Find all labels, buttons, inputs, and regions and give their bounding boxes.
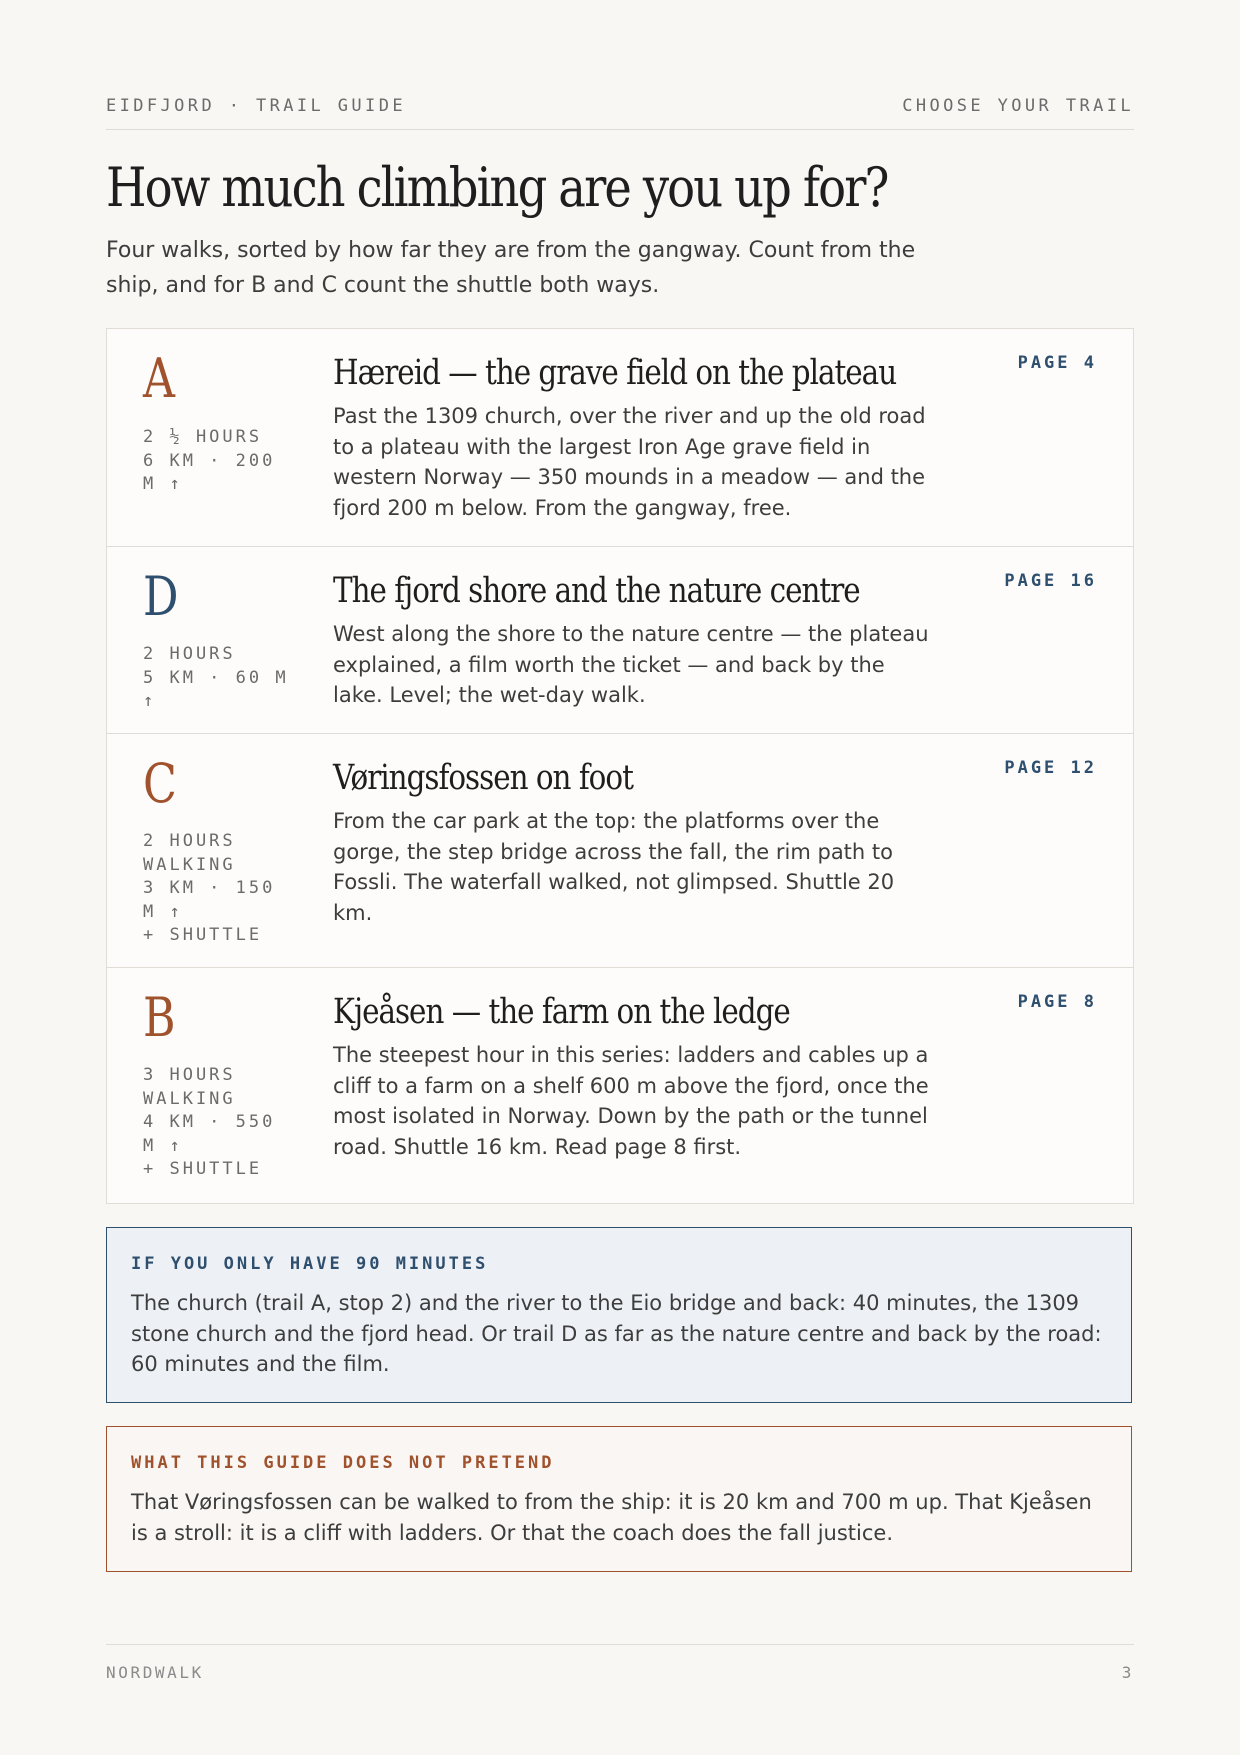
trail-row-b[interactable] [107,967,1133,1204]
trail-meta-line: ↑ [143,691,157,711]
footer-rule [106,1644,1134,1645]
trail-meta-line: 2 ½ HOURS [143,427,263,447]
callout-short-time [106,1227,1132,1403]
header-rule [106,129,1134,130]
running-header [106,96,1134,116]
footer-brand: NORDWALK [106,1663,204,1682]
trail-meta [143,426,303,497]
callout-body: That Vøringsfossen can be walked to from the ship: it is 20 km and 700 m up. That Kjeåsen is a stroll: it is a cliff with ladders. Or that the coach does the fall justice. [131,1490,1092,1545]
trail-meta [143,643,303,714]
trail-meta-line: M ↑ [143,901,183,922]
trail-meta-line: M ↑ [143,474,183,494]
trail-meta-line: 3 HOURS [143,1065,236,1085]
trail-title: Vøringsfossen on foot [333,758,633,798]
trail-page-link[interactable]: PAGE 8 [1017,992,1097,1012]
running-header-left: EIDFJORD · TRAIL GUIDE [106,96,406,116]
trail-row-a[interactable] [107,329,1133,546]
callout-heading: IF YOU ONLY HAVE 90 MINUTES [131,1254,489,1274]
trail-meta-line: 5 KM · 60 M [143,667,289,688]
callout-body: The church (trail A, stop 2) and the river to the Eio bridge and back: 40 minutes, the 1309 stone church and the fjord head. Or trail D as far as the nature centre and back by the road: 60 minutes and the film. [131,1291,1102,1376]
trail-page-link[interactable]: PAGE 16 [1004,571,1097,591]
trail-meta-line: 2 HOURS [143,831,236,851]
footer [106,1663,1134,1682]
trail-description: West along the shore to the nature centre — the plateau explained, a film worth the ticket — and back by the lake. Level; the wet-day walk. [333,622,929,707]
trail-title: Kjeåsen — the farm on the ledge [333,992,790,1032]
trail-description: Past the 1309 church, over the river and up the old road to a plateau with the largest Iron Age grave field in western Norway — 350 mounds in a meadow — and the fjord 200 m below. From the gangway, free. [333,404,926,520]
trail-meta-line: WALKING [143,854,236,875]
trail-meta-line: M ↑ [143,1135,183,1156]
trail-meta-line: 3 KM · 150 [143,878,276,898]
callout-honesty [106,1426,1132,1572]
trail-meta-line: 4 KM · 550 [143,1112,276,1132]
trail-list [106,328,1134,1204]
trail-row-d[interactable] [107,546,1133,734]
page-number: 3 [1121,1663,1134,1682]
trail-letter: B [143,986,176,1049]
callout-heading: WHAT THIS GUIDE DOES NOT PRETEND [131,1453,555,1473]
trail-meta-line: 6 KM · 200 [143,450,276,471]
trail-title: The fjord shore and the nature centre [333,571,860,611]
trail-meta-line: WALKING [143,1088,236,1109]
running-header-right: CHOOSE YOUR TRAIL [902,96,1134,116]
intro-paragraph: Four walks, sorted by how far they are from the gangway. Count from the ship, and for B and C count the shuttle both ways. [106,238,916,298]
trail-title: Hæreid — the grave field on the plateau [333,353,897,393]
trail-letter: A [143,347,175,410]
trail-description: From the car park at the top: the platforms over the gorge, the step bridge across the fall, the rim path to Fossli. The waterfall walked, not glimpsed. Shuttle 20 km. [333,809,895,925]
trail-description: The steepest hour in this series: ladders and cables up a cliff to a farm on a shelf 600 m above the fjord, once the most isolated in Norway. Down by the path or the tunnel road. Shuttle 16 km. Read page 8 first. [333,1043,929,1159]
trail-letter: C [143,752,177,815]
trail-letter: D [143,565,179,628]
page-title: How much climbing are you up for? [106,156,888,219]
trail-meta-line: 2 HOURS [143,644,236,664]
trail-row-c[interactable] [107,733,1133,968]
trail-page-link[interactable]: PAGE 4 [1017,353,1097,373]
trail-meta [143,1064,303,1182]
trail-page-link[interactable]: PAGE 12 [1004,758,1097,778]
trail-meta [143,830,303,948]
trail-meta-line: + SHUTTLE [143,1159,263,1179]
trail-meta-line: + SHUTTLE [143,925,263,945]
